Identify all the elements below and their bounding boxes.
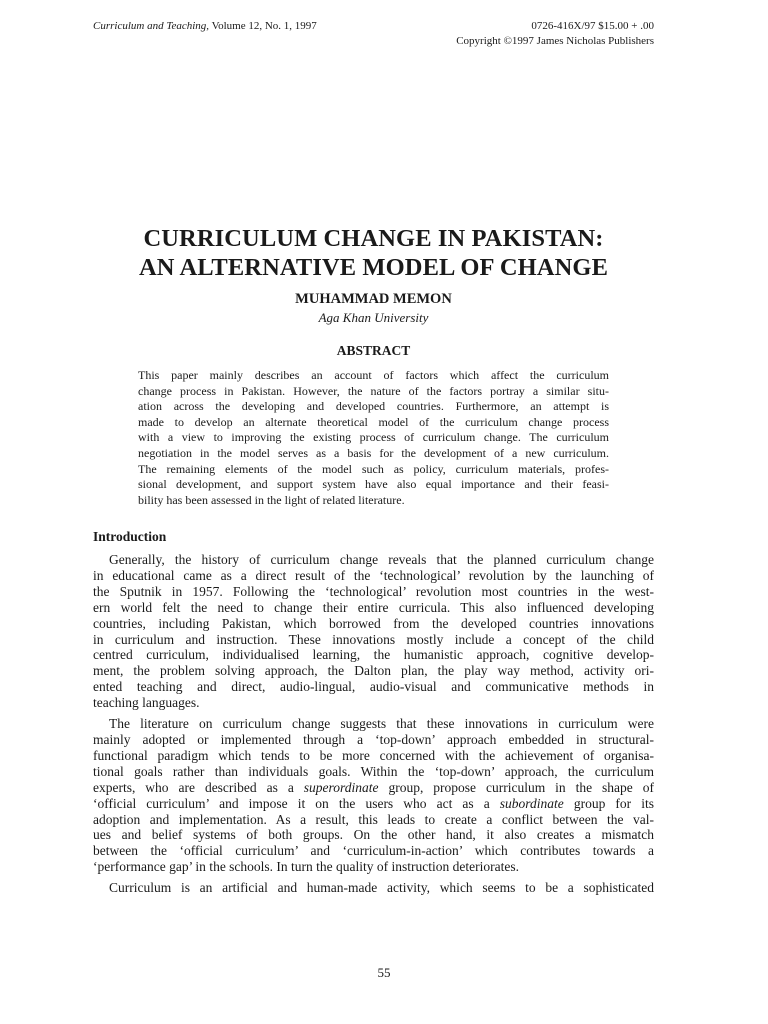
- article-title: [93, 224, 654, 282]
- issn-price: 0726-416X/97 $15.00 + .00: [531, 20, 654, 32]
- running-header-right: [456, 19, 654, 49]
- abstract-text: [138, 368, 609, 508]
- paragraph-line: between the ‘official curriculum’ and ‘curriculum-in-action’ which contributes towards a: [93, 843, 654, 859]
- paragraph-line: tional goals rather than individuals goals. Within the ‘top-down’ approach, the curriculum: [93, 763, 654, 779]
- author-affiliation: Aga Khan University: [318, 310, 429, 325]
- journal-volume: Volume 12, No. 1, 1997: [209, 20, 317, 32]
- running-header-left: [93, 19, 317, 33]
- paragraph: [93, 880, 654, 896]
- body-text: [93, 552, 654, 901]
- abstract-line: with a view to improving the existing process of curriculum change. The curriculum: [138, 430, 609, 445]
- abstract-line: bility has been assessed in the light of related literature.: [138, 492, 405, 507]
- paragraph-line: ‘official curriculum’ and impose it on the users who act as a subordinate group for its: [93, 795, 654, 811]
- paragraph-line: adoption and implementation. As a result, this leads to create a conflict between the val-: [93, 811, 654, 827]
- paragraph-line: teaching languages.: [93, 695, 200, 711]
- copyright-line: Copyright ©1997 James Nicholas Publishers: [456, 35, 654, 47]
- abstract-line: ation across the developing and developed countries. Furthermore, an attempt is: [138, 399, 609, 414]
- paragraph-line: mainly adopted or implemented through a ‘top-down’ approach embedded in structural-: [93, 731, 654, 747]
- paragraph-line: Curriculum is an artificial and human-made activity, which seems to be a sophisticated: [109, 880, 654, 896]
- paragraph-line: ment, the problem solving approach, the Dalton plan, the play way method, activity ori-: [93, 663, 654, 679]
- paragraph: [93, 716, 654, 875]
- journal-name: Curriculum and Teaching,: [93, 20, 210, 32]
- abstract-line: change process in Pakistan. However, the nature of the factors portray a similar situ-: [138, 383, 609, 398]
- abstract-line: This paper mainly describes an account of factors which affect the curriculum: [138, 368, 609, 382]
- paragraph-line: functional paradigm which tends to be more concerned with the achievement of organisa-: [93, 747, 654, 763]
- paragraph: [93, 552, 654, 711]
- abstract-line: The remaining elements of the model such as policy, curriculum materials, profes-: [138, 461, 609, 476]
- abstract-line: sional development, and support system have also equal importance and their feasi-: [138, 477, 609, 492]
- paragraph-line: the Sputnik in 1957. Following the ‘technological’ revolution most countries in the west-: [93, 583, 654, 599]
- paragraph-line: experts, who are described as a superordinate group, propose curriculum in the shape of: [93, 779, 654, 795]
- paragraph-line: centred curriculum, individualised learning, the humanistic approach, cognitive develop-: [93, 647, 654, 663]
- paragraph-line: ‘performance gap’ in the schools. In turn the quality of instruction deteriorates.: [93, 859, 519, 875]
- paragraph-line: countries, including Pakistan, which borrowed from the developed countries innovations: [93, 615, 654, 631]
- paragraph-line: in curriculum and instruction. These innovations mostly include a concept of the child: [93, 631, 654, 647]
- page-number: 55: [377, 965, 391, 980]
- title-line-2: AN ALTERNATIVE MODEL OF CHANGE: [138, 254, 609, 281]
- abstract-heading: ABSTRACT: [336, 343, 411, 358]
- paragraph-line: ented teaching and direct, audio-lingual, audio-visual and communicative methods in: [93, 679, 654, 695]
- abstract-line: negotiation in the model serves as a basis for the development of a new curriculum.: [138, 445, 609, 460]
- paragraph-line: The literature on curriculum change suggests that these innovations in curriculum were: [109, 716, 654, 732]
- paragraph-line: Generally, the history of curriculum change reveals that the planned curriculum change: [109, 552, 654, 567]
- abstract-line: made to develop an alternate theoretical model of the curriculum change process: [138, 414, 609, 429]
- paragraph-line: in educational came as a direct result of the ‘technological’ revolution by the launching of: [93, 567, 654, 583]
- author-name: MUHAMMAD MEMON: [295, 291, 452, 307]
- paragraph-line: ues and belief systems of both groups. On the other hand, it also creates a mismatch: [93, 827, 654, 843]
- paragraph-line: ern world felt the need to change their entire curricula. This also influenced developing: [93, 599, 654, 615]
- section-heading: Introduction: [93, 529, 167, 544]
- title-line-1: CURRICULUM CHANGE IN PAKISTAN:: [143, 225, 604, 252]
